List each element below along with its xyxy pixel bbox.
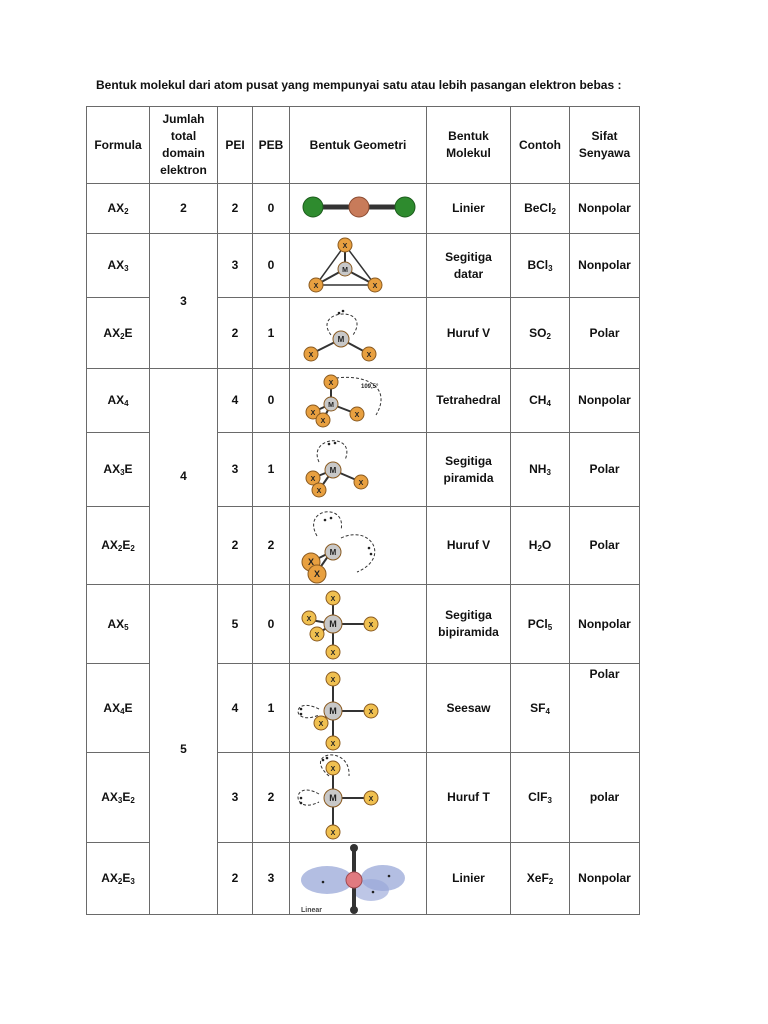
subscript: 2: [546, 331, 551, 341]
shape-name-cell: [427, 753, 511, 843]
text-part: AX: [103, 700, 121, 715]
ligand-atom: [326, 736, 340, 750]
subscript: 5: [547, 622, 553, 632]
peb-cell: 0: [253, 184, 290, 234]
svg-text:X: X: [330, 829, 335, 837]
svg-text:X: X: [366, 351, 371, 359]
example-cell: [511, 234, 570, 298]
ligand-atom: [350, 407, 364, 421]
header-domain-line: elektron: [160, 163, 207, 177]
electron-dot: [325, 756, 328, 759]
text-part: E: [124, 700, 133, 715]
domain-count-cell: 2: [150, 184, 218, 234]
header-domain-line: domain: [162, 146, 205, 160]
central-atom: [324, 397, 338, 411]
electron-dot: [333, 441, 336, 444]
shape-name-cell: [427, 369, 511, 433]
subscript: 3: [117, 796, 123, 805]
subscript: 4: [124, 399, 129, 408]
electron-dot: [299, 796, 302, 799]
svg-text:X: X: [310, 409, 315, 417]
example-cell: [511, 585, 570, 664]
table-row: [87, 585, 640, 664]
subscript: 2: [124, 207, 129, 216]
beryllium-atom: [349, 197, 369, 217]
ligand-atom: [354, 475, 368, 489]
bent-ax2e2-icon: [291, 508, 426, 584]
example-cell: [511, 369, 570, 433]
ligand-atom: [338, 238, 352, 252]
formula-cell: [87, 753, 150, 843]
text-part: SO: [529, 325, 547, 340]
electron-dot: [371, 890, 374, 893]
svg-text:X: X: [313, 282, 318, 290]
text-part: AX: [101, 790, 118, 804]
header-molekul-line: Molekul: [446, 146, 491, 160]
linear-molecule-icon: [291, 185, 426, 233]
subscript: 2: [548, 877, 554, 886]
t-shape-icon: [291, 754, 426, 842]
ligand-atom: [312, 483, 326, 497]
example-cell: [511, 664, 570, 753]
electron-dot: [387, 874, 390, 877]
header-sifat-line: Sifat: [591, 129, 618, 143]
subscript: 3: [547, 796, 552, 805]
subscript: 3: [124, 264, 129, 273]
text-part: E: [124, 325, 133, 340]
subscript: 3: [548, 264, 553, 273]
page-title: Bentuk molekul dari atom pusat yang mempunyai satu atau lebih pasangan elektron bebas :: [96, 78, 622, 92]
bent-ax2e-icon: [291, 299, 426, 368]
subscript: 2: [117, 544, 123, 553]
formula-cell: [87, 843, 150, 915]
peb-cell: 0: [253, 585, 290, 664]
pei-cell: 3: [218, 433, 253, 507]
pei-cell: 4: [218, 664, 253, 753]
electron-dot: [299, 712, 302, 715]
example-cell: [511, 843, 570, 915]
svg-text:M: M: [328, 792, 337, 803]
bond-angle-label: 109,5°: [360, 383, 378, 390]
svg-text:M: M: [329, 465, 336, 475]
svg-text:X: X: [314, 631, 319, 639]
svg-text:X: X: [330, 676, 335, 684]
tetrahedral-icon: [291, 370, 426, 432]
ligand-atom: [362, 347, 376, 361]
electron-dot: [369, 552, 372, 555]
ligand-atom: [314, 716, 328, 730]
geometry-cell: [290, 507, 427, 585]
central-atom: [324, 789, 342, 807]
subscript: 5: [124, 622, 129, 632]
text-part: CH: [529, 393, 547, 407]
lone-pair-orbital: [341, 534, 375, 571]
trigonal-pyramidal-icon: [291, 434, 426, 506]
shape-name-cell: [427, 585, 511, 664]
shape-name-line: bipiramida: [438, 625, 499, 639]
central-atom: [333, 331, 349, 347]
peb-cell: 0: [253, 369, 290, 433]
text-part: PCl: [527, 616, 548, 631]
shape-name-cell: [427, 298, 511, 369]
ligand-atom: [304, 347, 318, 361]
subscript: 3: [130, 877, 135, 886]
shape-name-cell: [427, 433, 511, 507]
svg-text:X: X: [368, 795, 373, 803]
electron-dot: [329, 516, 332, 519]
lone-pair-orbital: [317, 440, 347, 461]
linear-caption: Linear: [300, 906, 322, 914]
central-atom: [325, 544, 341, 560]
formula-cell: [87, 369, 150, 433]
text-part: AX: [103, 462, 121, 476]
ligand-atom: [326, 672, 340, 686]
text-part: SF: [530, 700, 546, 715]
text-part: AX: [101, 538, 118, 552]
ligand-atom: [310, 627, 324, 641]
xenon-atom: [346, 872, 362, 888]
svg-text:X: X: [330, 649, 335, 657]
ligand-atom: [326, 645, 340, 659]
svg-text:X: X: [368, 621, 373, 629]
text-part: AX: [107, 201, 125, 215]
polarity-cell: Polar: [570, 433, 640, 507]
peb-cell: 1: [253, 664, 290, 753]
header-contoh: Contoh: [511, 107, 570, 184]
header-domain-line: Jumlah: [162, 112, 205, 126]
table-row: [87, 234, 640, 298]
header-sifat: [570, 107, 640, 184]
shape-name-line: Huruf V: [446, 538, 491, 552]
shape-name-cell: [427, 507, 511, 585]
header-geometri: Bentuk Geometri: [290, 107, 427, 184]
svg-text:X: X: [308, 351, 313, 359]
domain-count-cell: 5: [150, 585, 218, 915]
central-atom: [338, 262, 352, 276]
pei-cell: 4: [218, 369, 253, 433]
example-cell: [511, 184, 570, 234]
text-part: E: [122, 871, 131, 885]
subscript: 2: [117, 877, 123, 886]
text-part: BeCl: [524, 201, 552, 215]
text-part: E: [122, 790, 131, 804]
svg-text:X: X: [330, 765, 335, 773]
header-row: [87, 107, 640, 184]
formula-cell: [87, 184, 150, 234]
electron-dot: [327, 442, 330, 445]
formula-cell: [87, 664, 150, 753]
shape-name-line: Segitiga: [445, 608, 492, 622]
header-peb: PEB: [253, 107, 290, 184]
ligand-atom: [326, 825, 340, 839]
domain-count-cell: 4: [150, 369, 218, 585]
subscript: 4: [546, 399, 551, 408]
table-row: [87, 184, 640, 234]
electron-dot: [367, 546, 370, 549]
central-atom: [324, 615, 342, 633]
geometry-cell: [290, 184, 427, 234]
peb-cell: 2: [253, 753, 290, 843]
example-cell: [511, 298, 570, 369]
subscript: 2: [537, 544, 542, 553]
shape-name-line: Huruf V: [446, 325, 491, 340]
text-part: ClF: [528, 790, 548, 804]
shape-name-cell: [427, 184, 511, 234]
shape-name-cell: [427, 664, 511, 753]
peb-cell: 0: [253, 234, 290, 298]
text-part: NH: [529, 462, 547, 476]
svg-text:X: X: [328, 379, 333, 387]
chlorine-atom: [395, 197, 415, 217]
pei-cell: 5: [218, 585, 253, 664]
text-part: AX: [103, 325, 121, 340]
header-domain-line: total: [170, 129, 197, 143]
shape-name-line: Linier: [452, 871, 485, 885]
text-part: E: [122, 538, 131, 552]
shape-name-line: Huruf T: [447, 790, 490, 804]
lone-pair-lobe: [301, 866, 353, 894]
svg-text:M: M: [341, 266, 348, 274]
svg-text:X: X: [354, 411, 359, 419]
ligand-atom: [364, 617, 378, 631]
header-molekul-line: Bentuk: [448, 129, 489, 143]
svg-text:X: X: [372, 282, 377, 290]
peb-cell: 1: [253, 298, 290, 369]
polarity-cell: Polar: [570, 664, 640, 753]
header-molekul: [427, 107, 511, 184]
pei-cell: 2: [218, 298, 253, 369]
geometry-cell: [290, 664, 427, 753]
polarity-cell: Nonpolar: [570, 369, 640, 433]
svg-text:X: X: [358, 479, 363, 487]
shape-name-line: Linier: [452, 201, 485, 215]
electron-dot: [299, 801, 302, 804]
geometry-cell: [290, 234, 427, 298]
subscript: 2: [130, 796, 135, 805]
pei-cell: 3: [218, 753, 253, 843]
geometry-cell: [290, 298, 427, 369]
polarity-cell: Nonpolar: [570, 184, 640, 234]
text-part: AX: [107, 258, 125, 272]
polarity-cell: Nonpolar: [570, 843, 640, 915]
geometry-cell: [290, 585, 427, 664]
subscript: 4: [120, 706, 125, 716]
ligand-atom: [309, 278, 323, 292]
shape-name-cell: [427, 234, 511, 298]
polarity-cell: Polar: [570, 507, 640, 585]
fluorine-atom: [350, 906, 358, 914]
seesaw-icon: [291, 665, 426, 752]
electron-dot: [321, 758, 324, 761]
linear-ax2e3-icon: [291, 844, 426, 914]
svg-text:X: X: [310, 475, 315, 483]
svg-text:X: X: [330, 595, 335, 603]
svg-text:X: X: [313, 568, 320, 579]
electron-dot: [323, 518, 326, 521]
geometry-cell: [290, 843, 427, 915]
svg-text:X: X: [320, 417, 325, 425]
svg-text:M: M: [337, 334, 344, 344]
svg-text:X: X: [306, 615, 311, 623]
text-part: AX: [101, 871, 118, 885]
header-sifat-line: Senyawa: [578, 146, 631, 160]
pei-cell: 2: [218, 843, 253, 915]
electron-dot: [299, 707, 302, 710]
electron-dot: [321, 880, 324, 883]
lone-pair-orbital: [313, 511, 341, 535]
geometry-cell: [290, 433, 427, 507]
central-atom: [325, 462, 341, 478]
domain-count-cell: 3: [150, 234, 218, 369]
svg-text:X: X: [368, 708, 373, 716]
ligand-atom: [326, 591, 340, 605]
svg-text:X: X: [330, 740, 335, 748]
lone-pair-orbital: [298, 705, 319, 717]
svg-text:X: X: [316, 487, 321, 495]
formula-cell: [87, 298, 150, 369]
subscript: 2: [130, 544, 135, 553]
ligand-atom: [324, 375, 338, 389]
ligand-atom: [302, 611, 316, 625]
chlorine-atom: [303, 197, 323, 217]
text-part: AX: [107, 393, 125, 407]
text-part: H: [528, 538, 538, 552]
shape-name-line: piramida: [443, 470, 494, 485]
example-cell: [511, 753, 570, 843]
ligand-atom: [364, 704, 378, 718]
shape-name-line: Segitiga: [445, 249, 492, 264]
geometry-cell: [290, 369, 427, 433]
header-domain: [150, 107, 218, 184]
subscript: 2: [551, 207, 556, 216]
fluorine-atom: [350, 844, 358, 852]
ligand-atom: [368, 278, 382, 292]
shape-name-line: Seesaw: [446, 700, 491, 715]
formula-cell: [87, 234, 150, 298]
geometry-cell: [290, 753, 427, 843]
text-part: E: [124, 462, 133, 476]
formula-cell: [87, 507, 150, 585]
svg-text:X: X: [307, 556, 314, 567]
svg-text:M: M: [329, 547, 336, 557]
example-cell: [511, 433, 570, 507]
subscript: 3: [546, 468, 551, 477]
pei-cell: 2: [218, 507, 253, 585]
text-part: XeF: [526, 871, 549, 885]
svg-text:X: X: [318, 720, 323, 728]
formula-cell: [87, 433, 150, 507]
trigonal-planar-icon: [291, 235, 426, 297]
pei-cell: 3: [218, 234, 253, 298]
electron-dot: [341, 309, 344, 312]
central-atom: [324, 702, 342, 720]
table-row: [87, 369, 640, 433]
subscript: 3: [120, 468, 125, 477]
pei-cell: 2: [218, 184, 253, 234]
svg-text:M: M: [327, 401, 334, 409]
text-part: O: [541, 538, 552, 552]
text-part: AX: [107, 616, 125, 631]
subscript: 4: [545, 706, 550, 716]
trigonal-bipyramidal-icon: [291, 586, 426, 663]
polarity-cell: Nonpolar: [570, 234, 640, 298]
polarity-cell: Polar: [570, 298, 640, 369]
electron-dot: [337, 311, 340, 314]
shape-name-cell: [427, 843, 511, 915]
ligand-atom: [308, 565, 326, 583]
peb-cell: 3: [253, 843, 290, 915]
text-part: BCl: [527, 258, 549, 272]
ligand-atom: [316, 413, 330, 427]
header-formula: Formula: [87, 107, 150, 184]
ligand-atom: [326, 761, 340, 775]
header-pei: PEI: [218, 107, 253, 184]
shape-name-line: Tetrahedral: [436, 393, 501, 407]
subscript: 2: [120, 331, 125, 341]
polarity-cell: Nonpolar: [570, 585, 640, 664]
shape-name-line: datar: [453, 266, 484, 281]
formula-cell: [87, 585, 150, 664]
molecular-shape-table: [86, 106, 640, 915]
svg-text:X: X: [342, 242, 347, 250]
shape-name-line: Segitiga: [445, 453, 492, 468]
peb-cell: 1: [253, 433, 290, 507]
ligand-atom: [364, 791, 378, 805]
peb-cell: 2: [253, 507, 290, 585]
svg-text:M: M: [328, 618, 337, 629]
example-cell: [511, 507, 570, 585]
polarity-cell: polar: [570, 753, 640, 843]
svg-text:M: M: [328, 705, 337, 716]
